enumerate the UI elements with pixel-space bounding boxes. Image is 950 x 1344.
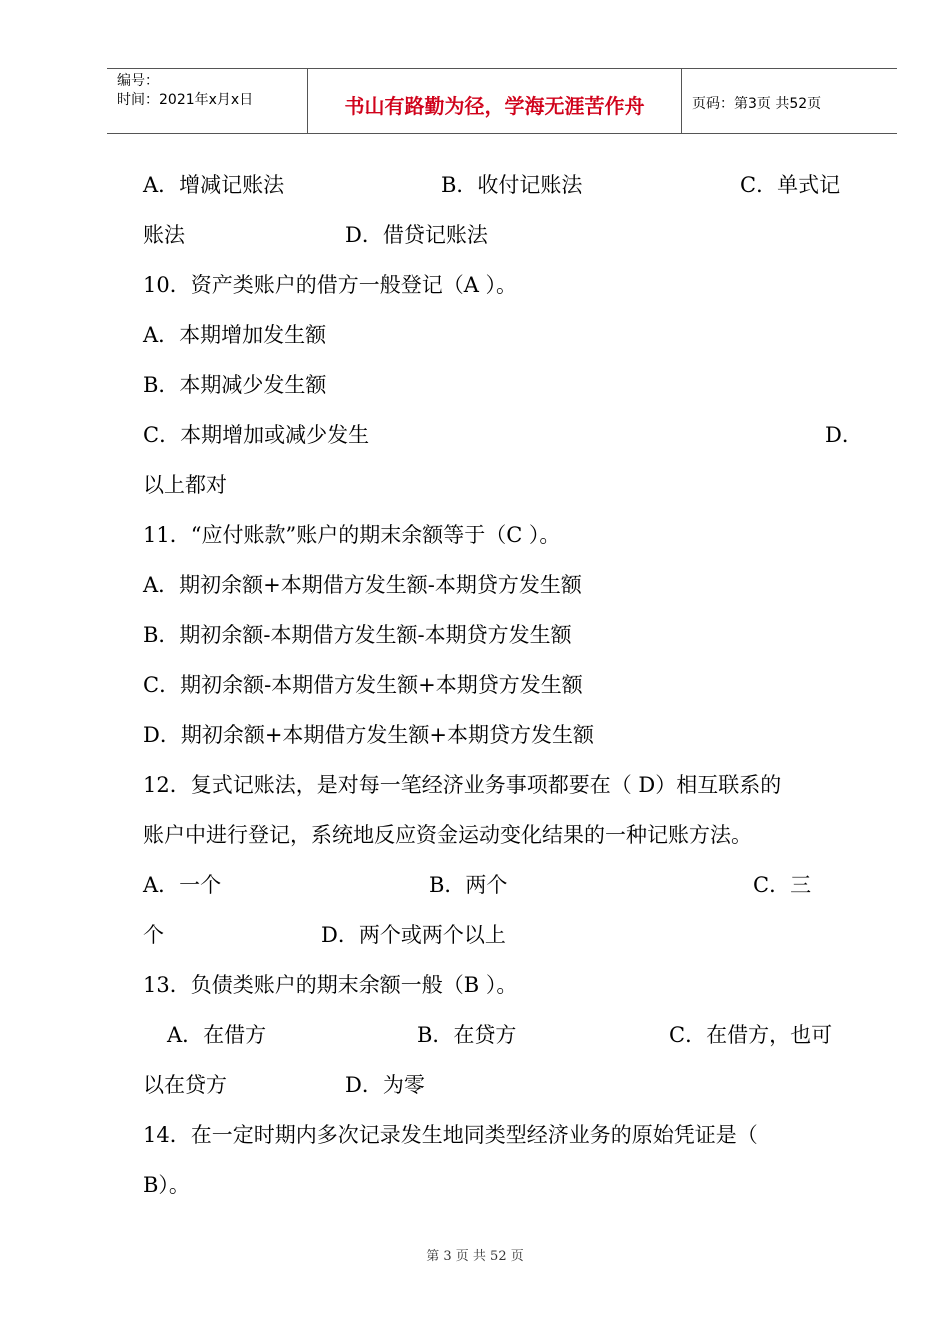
option-d: D．两个或两个以上 bbox=[321, 923, 506, 947]
time-label: 时间：2021年x月x日 bbox=[117, 92, 254, 108]
header-motto: 书山有路勤为径，学海无涯苦作舟 bbox=[308, 69, 682, 133]
option-a: A．一个 bbox=[143, 873, 222, 897]
page-footer: 第 3 页 共 52 页 bbox=[426, 1249, 524, 1264]
option-a: A．期初余额+本期借方发生额-本期贷方发生额 bbox=[143, 573, 582, 597]
question-line bbox=[143, 260, 863, 310]
option-c: C．三 bbox=[753, 873, 812, 897]
option-d: D．借贷记账法 bbox=[345, 223, 488, 247]
text-line bbox=[143, 660, 863, 710]
option-a: A．本期增加发生额 bbox=[143, 323, 327, 347]
question-continuation: B）。 bbox=[143, 1173, 190, 1197]
text-line bbox=[143, 810, 863, 860]
option-a: A．在借方 bbox=[167, 1023, 267, 1047]
option-c: C．单式记 bbox=[740, 173, 841, 197]
text-line bbox=[143, 160, 863, 210]
option-c: C．在借方，也可 bbox=[669, 1023, 833, 1047]
text-line bbox=[143, 860, 863, 910]
text-line bbox=[143, 310, 863, 360]
option-c: C．本期增加或减少发生 bbox=[143, 423, 370, 447]
text-line bbox=[143, 210, 863, 260]
option-b: B．两个 bbox=[429, 873, 508, 897]
document-body bbox=[143, 160, 863, 1210]
text-line bbox=[143, 610, 863, 660]
text-line bbox=[143, 560, 863, 610]
option-a: A．增减记账法 bbox=[143, 173, 285, 197]
option-b: B．在贷方 bbox=[417, 1023, 517, 1047]
header-page-info: 页码：第3页 共52页 bbox=[692, 96, 822, 112]
text-line bbox=[143, 1160, 863, 1210]
option-b: B．收付记账法 bbox=[441, 173, 583, 197]
question-line bbox=[143, 760, 863, 810]
text-line bbox=[143, 360, 863, 410]
wrapped-text: 个 bbox=[143, 923, 164, 947]
option-c: C．期初余额-本期借方发生额+本期贷方发生额 bbox=[143, 673, 583, 697]
text-line bbox=[143, 910, 863, 960]
option-b: B．本期减少发生额 bbox=[143, 373, 327, 397]
question-line bbox=[143, 1110, 863, 1160]
option-d: D．为零 bbox=[345, 1073, 425, 1097]
text-line bbox=[143, 1060, 863, 1110]
question-text: 13．负债类账户的期末余额一般（B ）。 bbox=[143, 973, 518, 997]
serial-label: 编号： bbox=[117, 73, 159, 89]
option-d: D． bbox=[825, 423, 863, 447]
question-text: 11．“应付账款”账户的期末余额等于（C ）。 bbox=[143, 523, 561, 547]
wrapped-text: 账法 bbox=[143, 223, 185, 247]
option-d: D．期初余额+本期借方发生额+本期贷方发生额 bbox=[143, 723, 595, 747]
wrapped-text: 以在贷方 bbox=[143, 1073, 227, 1097]
text-line bbox=[143, 1010, 863, 1060]
text-line bbox=[143, 410, 863, 460]
question-text: 10．资产类账户的借方一般登记（A ）。 bbox=[143, 273, 518, 297]
text-line bbox=[143, 710, 863, 760]
question-text: 12．复式记账法，是对每一笔经济业务事项都要在（ D）相互联系的 bbox=[143, 773, 782, 797]
question-line bbox=[143, 510, 863, 560]
wrapped-text: 以上都对 bbox=[143, 473, 227, 497]
question-continuation: 账户中进行登记，系统地反应资金运动变化结果的一种记账方法。 bbox=[143, 823, 752, 847]
text-line bbox=[143, 460, 863, 510]
page-header bbox=[107, 68, 897, 134]
question-text: 14．在一定时期内多次记录发生地同类型经济业务的原始凭证是（ bbox=[143, 1123, 758, 1147]
header-meta bbox=[107, 69, 308, 133]
question-line bbox=[143, 960, 863, 1010]
option-b: B．期初余额-本期借方发生额-本期贷方发生额 bbox=[143, 623, 572, 647]
